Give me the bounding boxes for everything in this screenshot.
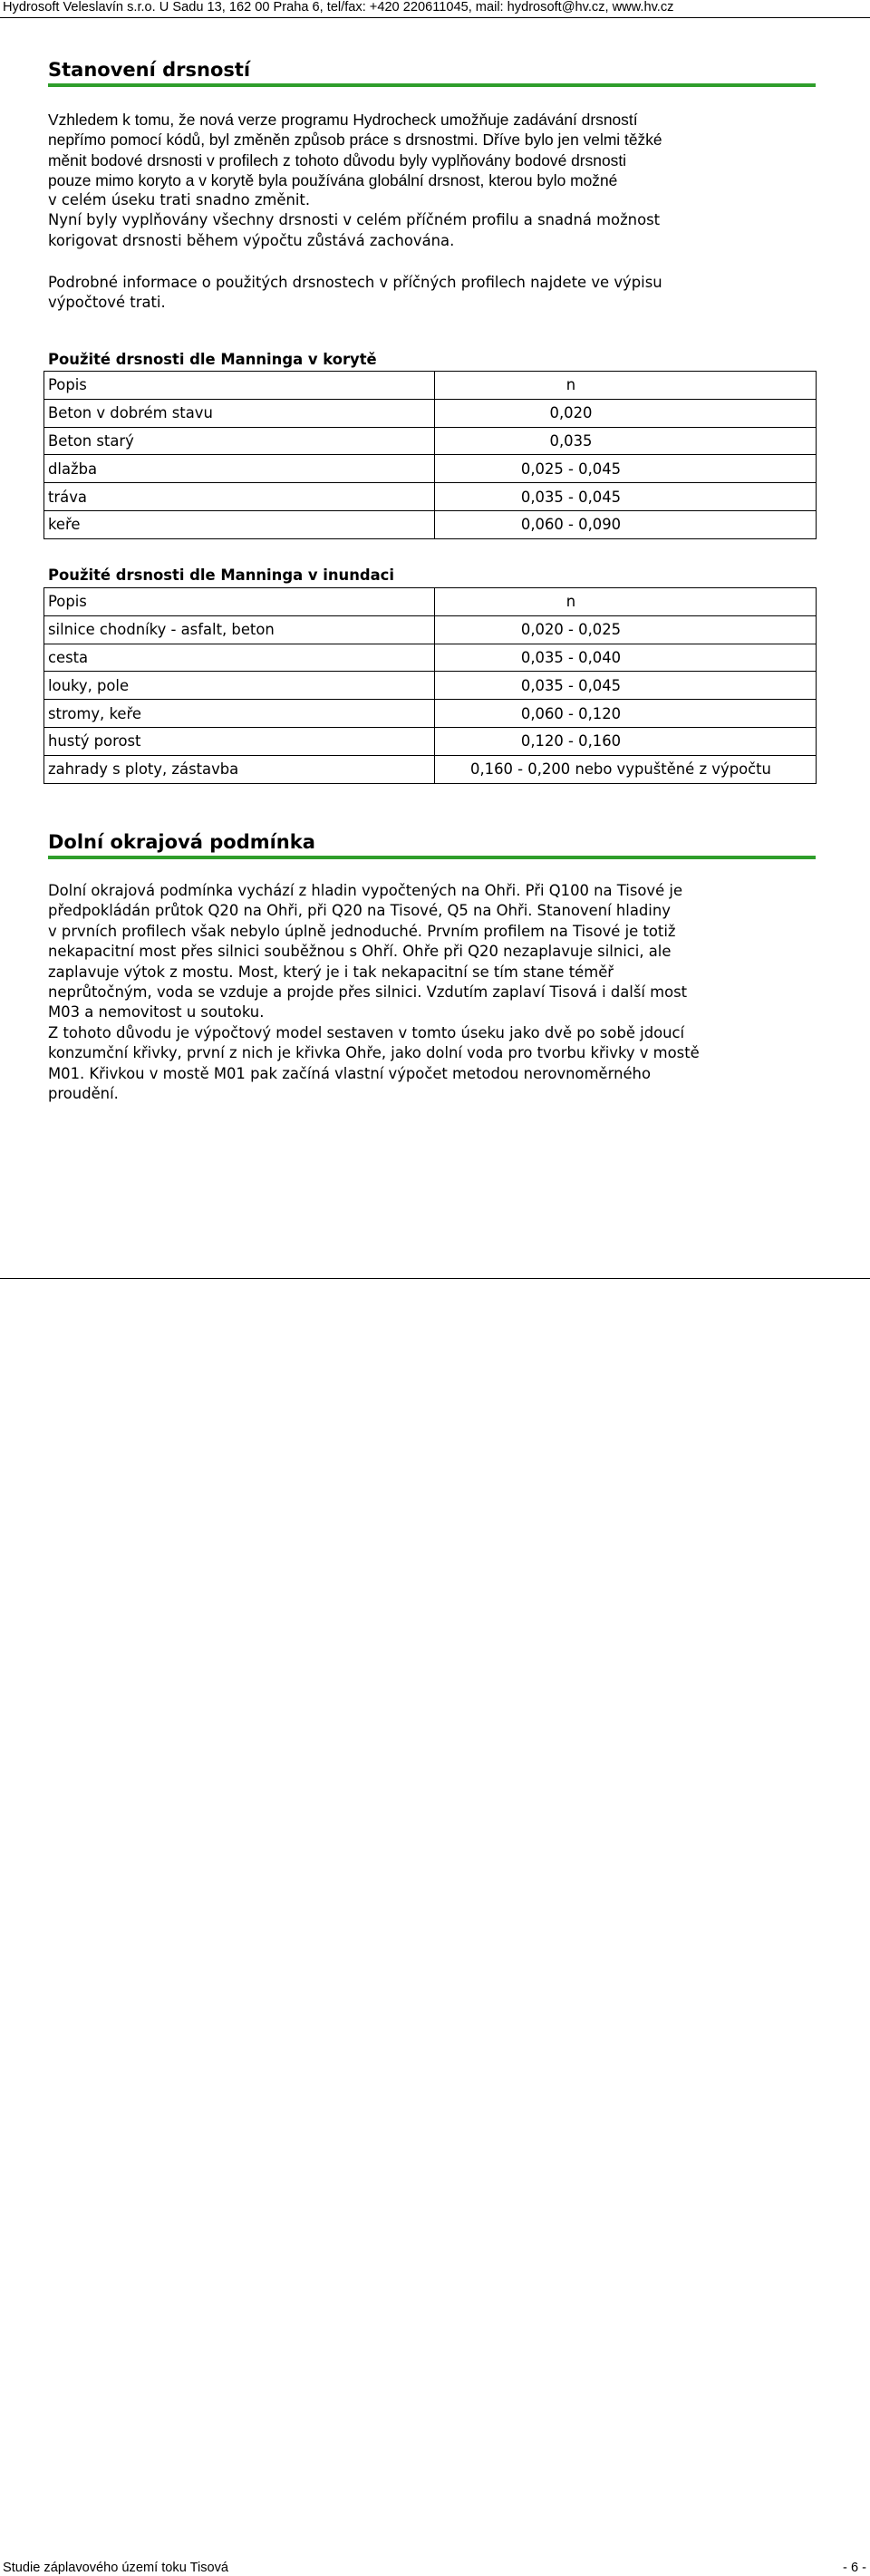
row-description: tráva (44, 483, 435, 511)
floodplain-table-caption: Použité drsnosti dle Manninga v inundaci (48, 567, 394, 584)
boundary-line: proudění. (48, 1085, 119, 1103)
row-n-cell (435, 644, 817, 672)
intro-line: pouze mimo koryto a v korytě byla používána globální drsnost, kterou bylo možné (48, 171, 618, 190)
table-header-row (44, 372, 817, 400)
header-n-label: n (566, 376, 576, 394)
row-n-cell (435, 483, 817, 511)
header-cell-n (435, 588, 817, 616)
intro-line: nepřímo pomocí kódů, byl změněn způsob práce s drsnostmi. Dříve bylo jen velmi těžké (48, 131, 662, 150)
section-title-boundary-condition: Dolní okrajová podmínka (48, 831, 315, 853)
row-n-cell (435, 615, 817, 644)
row-n-value: 0,020 - 0,025 (520, 621, 622, 639)
header-n-label: n (566, 593, 576, 611)
row-n-value: 0,020 (549, 404, 593, 422)
channel-roughness-table (44, 371, 817, 539)
body-line: v celém úseku trati snadno změnit. (48, 191, 311, 208)
floodplain-roughness-table (44, 587, 817, 784)
row-description: Beton starý (44, 427, 435, 455)
detail-line: Podrobné informace o použitých drsnostech v příčných profilech najdete ve výpisu (48, 274, 662, 291)
table-row (44, 672, 817, 700)
row-n-cell (435, 700, 817, 728)
row-description: keře (44, 510, 435, 538)
table-row (44, 727, 817, 755)
row-n-value: 0,025 - 0,045 (520, 460, 622, 478)
table-row (44, 399, 817, 427)
row-description: silnice chodníky - asfalt, beton (44, 615, 435, 644)
table-row (44, 755, 817, 783)
row-n-cell (435, 455, 817, 483)
row-description: louky, pole (44, 672, 435, 700)
section-title-roughness: Stanovení drsností (48, 59, 251, 81)
row-n-cell (435, 510, 817, 538)
table-row (44, 427, 817, 455)
detail-line: výpočtové trati. (48, 294, 166, 312)
table-row (44, 615, 817, 644)
boundary-line: nekapacitní most přes silnici souběžnou s Ohří. Ohře při Q20 nezaplavuje silnici, ale (48, 943, 672, 961)
row-n-cell (435, 399, 817, 427)
detail-paragraph (48, 273, 818, 314)
row-n-value: 0,060 - 0,090 (520, 516, 622, 534)
boundary-line: M03 a nemovitost u soutoku. (48, 1003, 265, 1022)
row-n-value: 0,035 - 0,045 (520, 488, 622, 506)
row-n-cell (435, 427, 817, 455)
body-line: korigovat drsnosti během výpočtu zůstává zachována. (48, 231, 455, 249)
row-n-cell (435, 672, 817, 700)
boundary-line: Dolní okrajová podmínka vychází z hladin vypočtených na Ohři. Při Q100 na Tisové je (48, 882, 683, 899)
row-n-value: 0,060 - 0,120 (520, 704, 622, 722)
boundary-line: M01. Křivkou v mostě M01 pak začíná vlastní výpočet metodou nerovnoměrného (48, 1064, 651, 1082)
boundary-line: konzumční křivky, první z nich je křivka Ohře, jako dolní voda pro tvorbu křivky v mostě (48, 1044, 700, 1062)
row-n-value: 0,035 - 0,040 (520, 648, 622, 666)
row-description: Beton v dobrém stavu (44, 399, 435, 427)
header-cell-description: Popis (44, 372, 435, 400)
row-description: cesta (44, 644, 435, 672)
row-description: stromy, keře (44, 700, 435, 728)
intro-paragraph (48, 110, 818, 191)
footer-study-title: Studie záplavového území toku Tisová (3, 2561, 229, 2575)
channel-table-caption: Použité drsnosti dle Manninga v korytě (48, 351, 377, 368)
row-n-cell (435, 755, 817, 783)
table-row (44, 483, 817, 511)
row-description: zahrady s ploty, zástavba (44, 755, 435, 783)
page-header (0, 0, 870, 18)
table-row (44, 455, 817, 483)
table-row (44, 644, 817, 672)
boundary-paragraph (48, 881, 818, 1104)
intro-line: měnit bodové drsnosti v profilech z tohoto důvodu byly vyplňovány bodové drsnosti (48, 150, 627, 169)
table-header-row (44, 588, 817, 616)
header-divider (0, 17, 870, 18)
header-cell-n (435, 372, 817, 400)
page-number: - 6 - (843, 2561, 866, 2575)
table-row (44, 700, 817, 728)
row-description: hustý porost (44, 727, 435, 755)
row-n-cell (435, 727, 817, 755)
header-text: Hydrosoft Veleslavín s.r.o. U Sadu 13, 162 00 Praha 6, tel/fax: +420 220611045, mail: hydrosoft@hv.cz, www.hv.cz (3, 0, 674, 15)
boundary-line: v prvních profilech však nebylo úplně jednoduché. Prvním profilem na Tisové je totiž (48, 922, 676, 940)
body-paragraph (48, 190, 818, 251)
boundary-line: zaplavuje výtok z mostu. Most, který je i tak nekapacitní se tím stane téměř (48, 963, 614, 981)
intro-line: Vzhledem k tomu, že nová verze programu Hydrocheck umožňuje zadávání drsností (48, 111, 638, 129)
section-title-underline (48, 856, 816, 859)
row-description: dlažba (44, 455, 435, 483)
header-cell-description: Popis (44, 588, 435, 616)
body-line: Nyní byly vyplňovány všechny drsnosti v celém příčném profilu a snadná možnost (48, 211, 661, 229)
boundary-line: předpokládán průtok Q20 na Ohři, při Q20 na Tisové, Q5 na Ohři. Stanovení hladiny (48, 902, 671, 920)
footer-divider (0, 1278, 870, 1279)
row-n-value: 0,160 - 0,200 nebo vypuštěné z výpočtu (470, 760, 771, 779)
row-n-value: 0,035 - 0,045 (520, 676, 622, 694)
page-footer (0, 1280, 870, 2575)
table-row (44, 510, 817, 538)
row-n-value: 0,035 (549, 431, 593, 450)
boundary-line: Z tohoto důvodu je výpočtový model sestaven v tomto úseku jako dvě po sobě jdoucí (48, 1023, 685, 1041)
boundary-line: neprůtočným, voda se vzduje a projde přes silnici. Vzdutím zaplaví Tisová i další most (48, 983, 688, 1002)
row-n-value: 0,120 - 0,160 (520, 732, 622, 751)
section-title-underline (48, 83, 816, 87)
